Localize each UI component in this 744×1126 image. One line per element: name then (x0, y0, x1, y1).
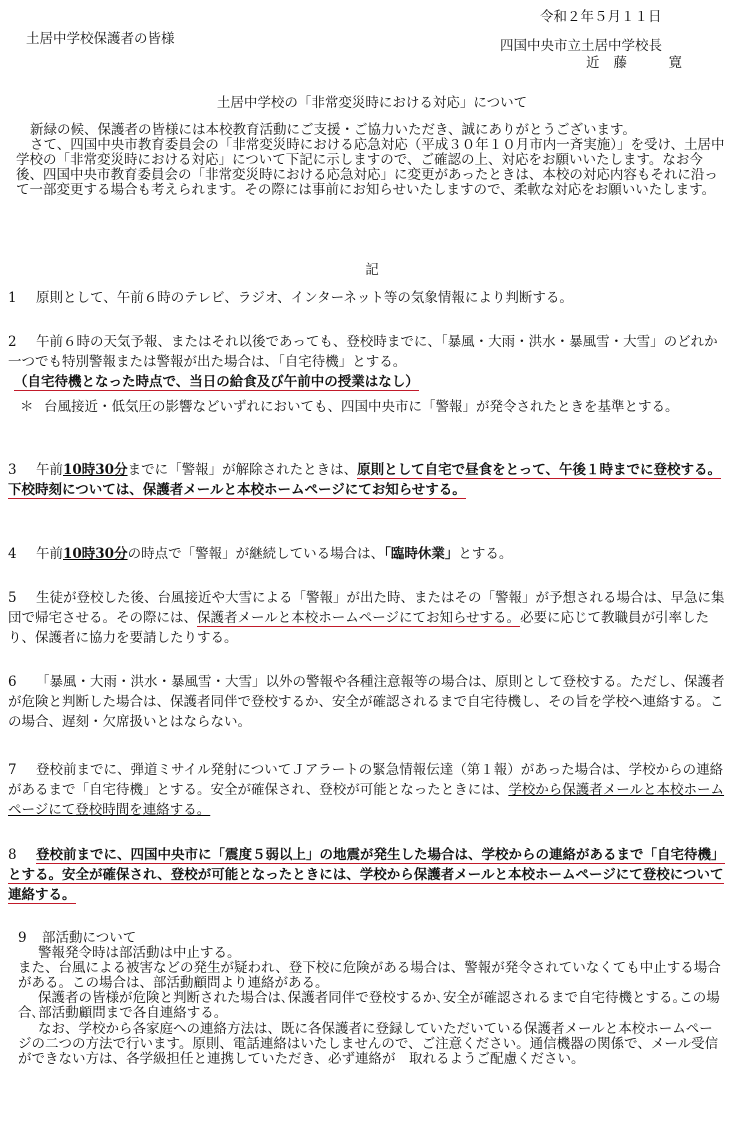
item-5 (8, 588, 730, 648)
item-2 (8, 332, 730, 392)
intro-paragraph-2: さて、四国中央市教育委員会の「非常変災時における応急対応（平成３０年１０月市内一斉実施）」を受け、土居中学校の「非常変災時における対応」について下記に示しますので、ご確認の上、対応をお願いいたします。なお今後、四国中央市教育委員会の「非常変災時における応急対応」に変更があったときは、本校の対応内容もそれに沿って一部変更する場合も考えられます。その際には事前にお知らせいたしますので、柔軟な対応をお願いいたします。 (16, 137, 725, 198)
item-text: 午前６時の天気予報、またはそれ以後であっても、登校時までに、「暴風・大雨・洪水・暴風雪・大雪」のどれか一つでも特別警報または警報が出た場合は、「自宅待機」とする。 (8, 334, 718, 370)
item-pre: 生徒が登校した後、台風接近や大雪による「警報」が出た時、またはその「警報」が予想される場合は、早急に集団で帰宅させる。その際には、 (8, 590, 725, 626)
item-post: とする。 (458, 546, 513, 562)
item-3 (8, 460, 730, 500)
sender-name: 近藤 寛 (586, 55, 696, 71)
note-text: 台風接近・低気圧の影響などいずれにおいても、四国中央市に「警報」が発令されたときを基準とする。 (44, 399, 679, 415)
intro-paragraph-1: 新緑の候、保護者の皆様には本校教育活動にご支援・ご協力いただき、誠にありがとうございます。 (30, 122, 636, 138)
intro-section (16, 123, 728, 198)
item-number: 5 (8, 590, 17, 606)
item-8-bold: 登校前までに、四国中央市に「震度５弱以上」の地震が発生した場合は、学校からの連絡があるまで「自宅待機」とする。安全が確保され、登校が可能となったときには、学校から保護者メールと本校ホームページにて登校について連絡する。 (8, 847, 725, 903)
item-1 (8, 288, 730, 308)
item-time: 10時30分 (63, 462, 128, 478)
item-mid: までに「警報」が解除されたときは、 (127, 462, 358, 478)
addressee: 土居中学校保護者の皆様 (26, 31, 175, 47)
item-pre: 午前 (36, 546, 63, 562)
ki-heading: 記 (365, 262, 379, 278)
item-number: 9 (18, 930, 27, 946)
item-number: 7 (8, 762, 17, 778)
item-7 (8, 760, 730, 820)
item-pre: 登校前までに、弾道ミサイル発射についてＪアラートの緊急情報伝達（第１報）があった場合は、学校からの連絡があるまで「自宅待機」とする。安全が確保され、登校が可能となったときには、 (8, 762, 724, 798)
asterisk-mark: ＊ (20, 399, 34, 415)
item-post: 必要に応じて教職員が引率したり、保護者に協力を要請したりする。 (8, 610, 710, 646)
item-number: 2 (8, 334, 17, 350)
sender-org: 四国中央市立土居中学校長 (500, 38, 662, 54)
item-number: 3 (8, 462, 17, 478)
item-2-bold-note: （自宅待機となった時点で、当日の給食及び午前中の授業はなし） (14, 374, 419, 390)
item-4-bold: 「臨時休業」 (384, 546, 459, 562)
item-3-bold: 原則として自宅で昼食をとって、午後１時までに登校する。下校時刻については、保護者メールと本校ホームページにてお知らせする。 (8, 462, 722, 498)
item-9 (18, 931, 726, 1021)
item-6 (8, 672, 730, 732)
item-number: 8 (8, 847, 17, 863)
item-7-underlined: 学校から保護者メールと本校ホームページにて登校時間を連絡する。 (8, 782, 725, 818)
sender-block (500, 38, 696, 72)
document-title: 土居中学校の「非常変災時における対応」について (216, 95, 528, 111)
club-line-3: 保護者の皆様が危険と判断された場合は､保護者同伴で登校するか､安全が確認されるまで自宅待機とする｡この場合､部活動顧問まで各自連絡する。 (18, 990, 720, 1021)
club-line-1: 警報発令時は部活動は中止する。 (38, 945, 241, 961)
item-text: 原則として、午前６時のテレビ、ラジオ、インターネット等の気象情報により判断する。 (36, 290, 573, 306)
item-8 (8, 845, 730, 905)
item-5-underlined: 保護者メールと本校ホームページにてお知らせする。 (197, 610, 521, 626)
item-number: 1 (8, 290, 17, 306)
item-2-asterisk-note (20, 397, 725, 417)
document-date: 令和２年５月１１日 (540, 9, 662, 25)
closing-paragraph (18, 1022, 724, 1067)
item-time: 10時30分 (63, 546, 128, 562)
item-pre: 午前 (36, 462, 63, 478)
club-line-2: また、台風による被害などの発生が疑われ、登下校に危険がある場合は、警報が発令されていなくても中止する場合がある。この場合は、部活動顧問より連絡がある。 (18, 960, 721, 991)
closing-text: なお、学校から各家庭への連絡方法は、既に各保護者に登録していただいている保護者メールと本校ホームページの二つの方法で行います。原則、電話連絡はいたしませんので、ご注意ください。通信機器の関係で、メール受信ができない方は、各学級担任と連携していただき、必ず連絡が 取れるようご配慮ください。 (18, 1021, 719, 1067)
item-number: 6 (8, 674, 17, 690)
club-heading: 部活動について (42, 930, 137, 946)
item-mid: の時点で「警報」が継続している場合は、 (127, 546, 385, 562)
item-4 (8, 544, 730, 564)
item-text: 「暴風・大雨・洪水・暴風雪・大雪」以外の警報や各種注意報等の場合は、原則として登校する。ただし、保護者が危険と判断した場合は、保護者同伴で登校するか、安全が確認されるまで自宅待機し、その旨を学校へ連絡する。この場合、遅刻・欠席扱いとはならない。 (8, 674, 725, 730)
item-number: 4 (8, 546, 17, 562)
